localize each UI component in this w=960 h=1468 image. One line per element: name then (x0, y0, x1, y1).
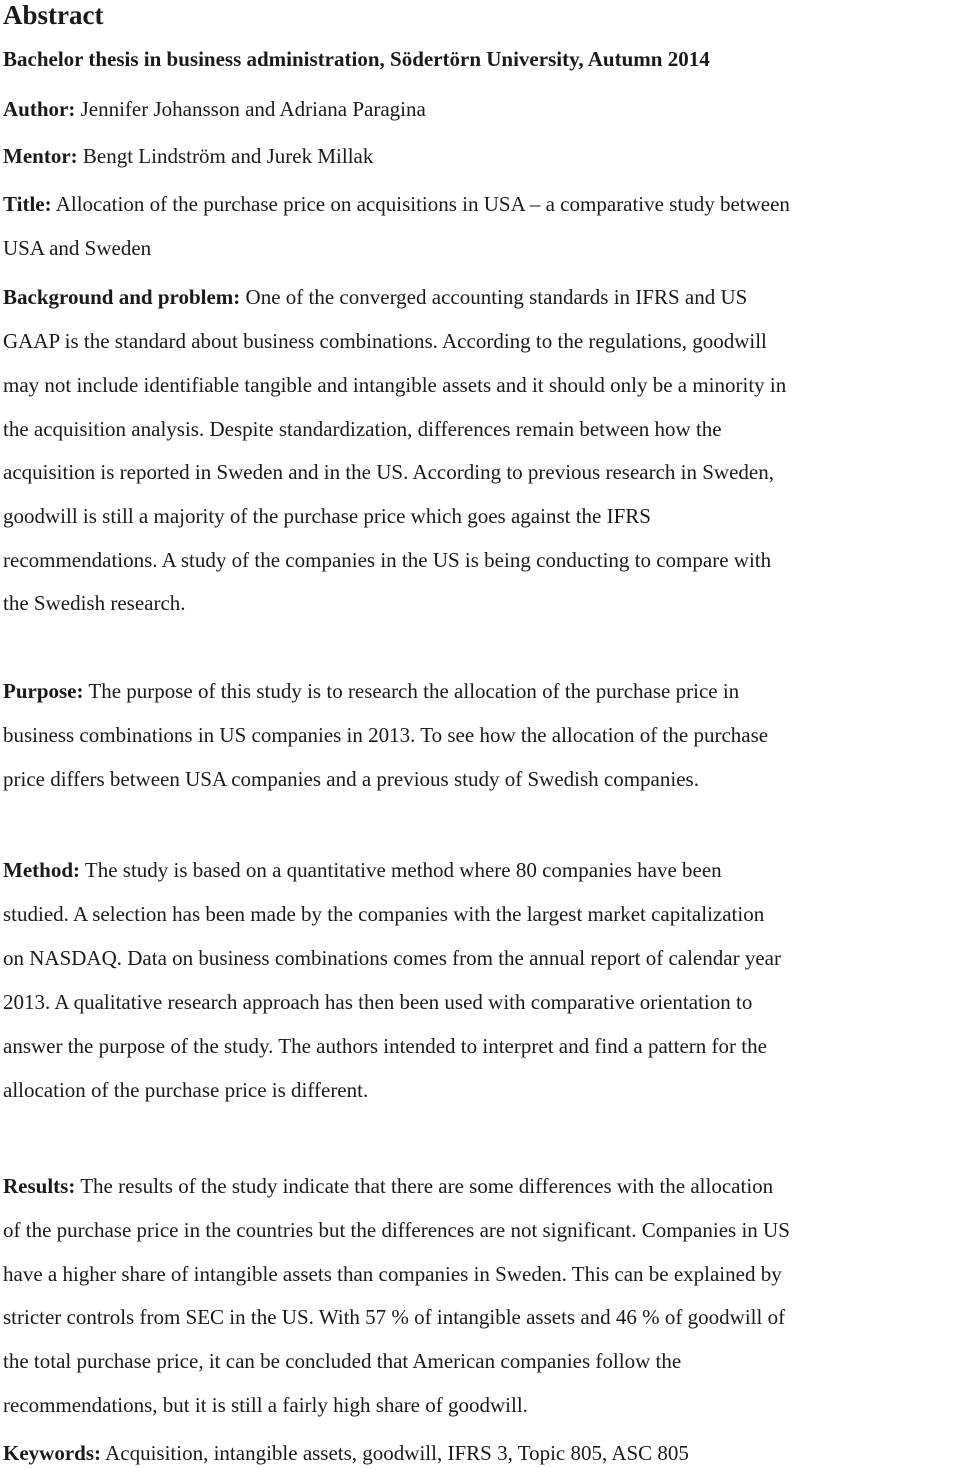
page-title: Abstract (3, 0, 104, 30)
results-label: Results: (3, 1174, 76, 1198)
author-label: Author: (3, 97, 76, 121)
method-line-5: answer the purpose of the study. The authors intended to interpret and find a pattern for the (3, 1034, 767, 1058)
background-line-4: the acquisition analysis. Despite standardization, differences remain between how the (3, 417, 722, 441)
background-text: One of the converged accounting standards in IFRS and US (240, 285, 748, 309)
purpose-label: Purpose: (3, 679, 84, 703)
title-text: Allocation of the purchase price on acquisitions in USA – a comparative study between (51, 192, 790, 216)
background-line-1 (3, 284, 747, 310)
results-line-6: recommendations, but it is still a fairly high share of goodwill. (3, 1393, 528, 1417)
keywords-text: Acquisition, intangible assets, goodwill, IFRS 3, Topic 805, ASC 805 (101, 1441, 689, 1465)
results-line-2: of the purchase price in the countries but the differences are not significant. Companies in US (3, 1218, 790, 1242)
title-label: Title: (3, 192, 52, 216)
results-line-5: the total purchase price, it can be concluded that American companies follow the (3, 1349, 682, 1373)
purpose-line-3: price differs between USA companies and a previous study of Swedish companies. (3, 767, 699, 791)
background-line-8: the Swedish research. (3, 591, 186, 615)
method-line-4: 2013. A qualitative research approach has then been used with comparative orientation to (3, 990, 753, 1014)
mentor-text: Bengt Lindström and Jurek Millak (77, 144, 374, 168)
background-line-7: recommendations. A study of the companies in the US is being conducting to compare with (3, 548, 772, 572)
results-text: The results of the study indicate that there are some differences with the allocation (75, 1174, 774, 1198)
method-text: The study is based on a quantitative method where 80 companies have been (80, 858, 722, 882)
keywords-label: Keywords: (3, 1441, 101, 1465)
results-line-3: have a higher share of intangible assets than companies in Sweden. This can be explained by (3, 1262, 782, 1286)
background-line-6: goodwill is still a majority of the purchase price which goes against the IFRS (3, 504, 651, 528)
purpose-text: The purpose of this study is to research the allocation of the purchase price in (83, 679, 740, 703)
method-line-6: allocation of the purchase price is different. (3, 1078, 369, 1102)
author-line (3, 96, 426, 122)
background-line-2: GAAP is the standard about business combinations. According to the regulations, goodwill (3, 329, 767, 353)
method-line-1 (3, 857, 722, 883)
background-label: Background and problem: (3, 285, 241, 309)
method-label: Method: (3, 858, 80, 882)
mentor-label: Mentor: (3, 144, 78, 168)
purpose-line-1 (3, 678, 739, 704)
thesis-line: Bachelor thesis in business administration, Södertörn University, Autumn 2014 (3, 47, 710, 71)
mentor-line (3, 143, 373, 169)
background-line-5: acquisition is reported in Sweden and in the US. According to previous research in Sweden, (3, 460, 774, 484)
author-text: Jennifer Johansson and Adriana Paragina (75, 97, 426, 121)
purpose-line-2: business combinations in US companies in 2013. To see how the allocation of the purchase (3, 723, 769, 747)
title-line-1 (3, 191, 790, 217)
title-line-2: USA and Sweden (3, 236, 152, 260)
method-line-2: studied. A selection has been made by the companies with the largest market capitalization (3, 902, 765, 926)
results-line-4: stricter controls from SEC in the US. With 57 % of intangible assets and 46 % of goodwill of (3, 1305, 786, 1329)
background-line-3: may not include identifiable tangible and intangible assets and it should only be a minority in (3, 373, 787, 397)
results-line-1 (3, 1173, 773, 1199)
method-line-3: on NASDAQ. Data on business combinations comes from the annual report of calendar year (3, 946, 781, 970)
keywords-line (3, 1440, 689, 1466)
